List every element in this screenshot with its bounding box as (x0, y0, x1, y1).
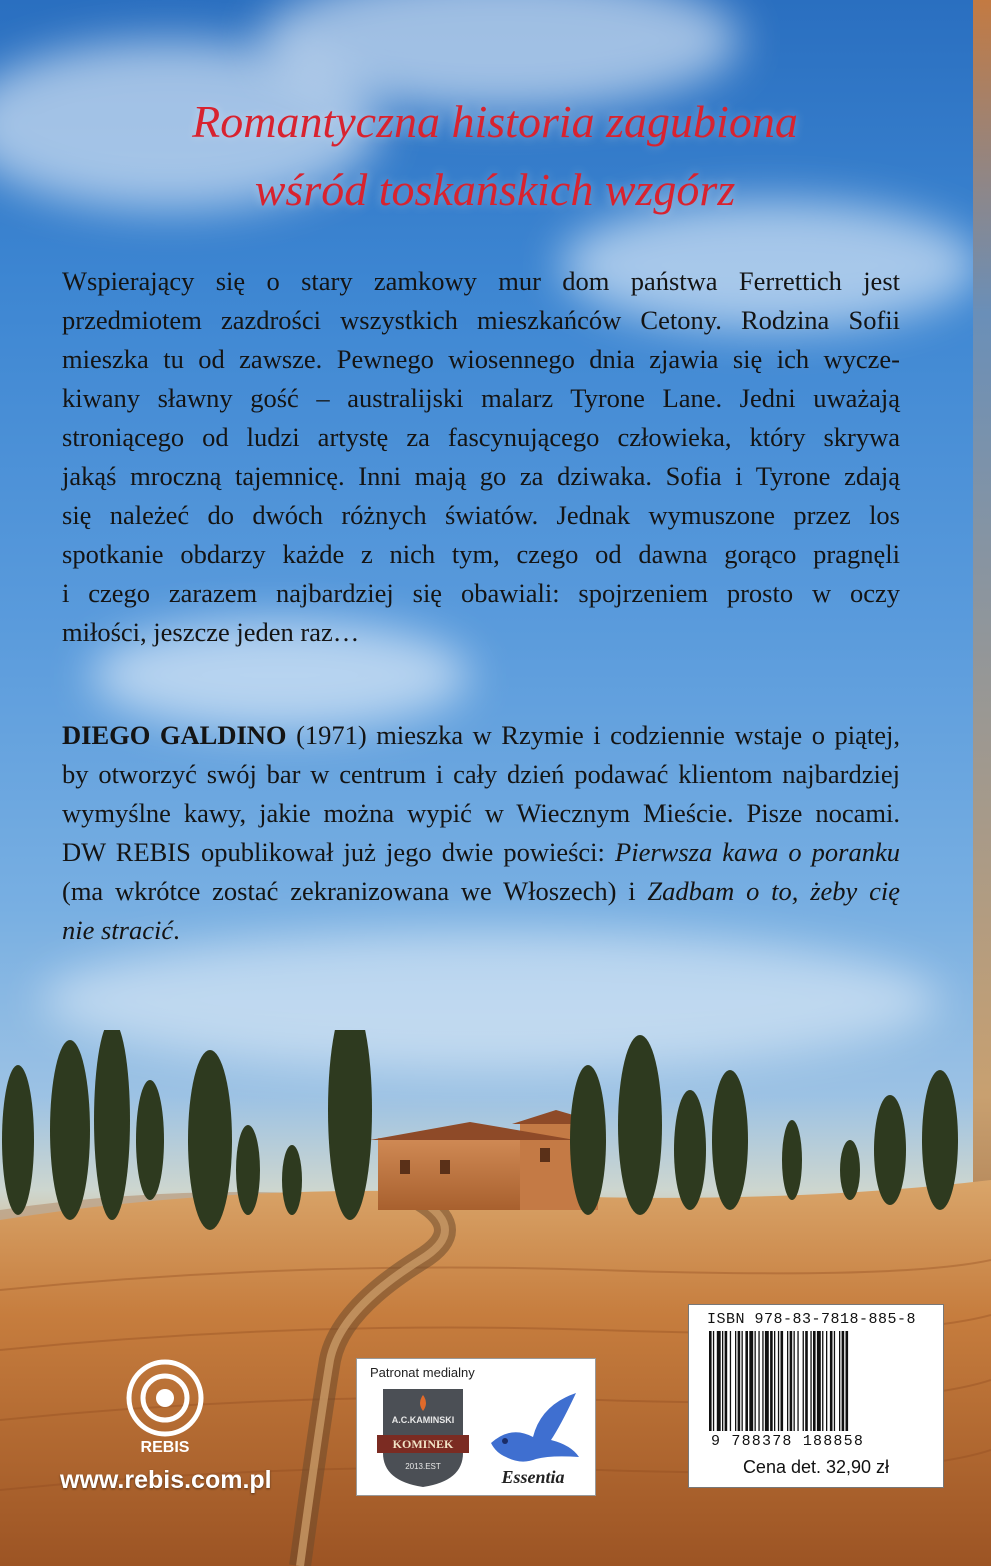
barcode-bar (765, 1331, 769, 1431)
description-line: mieszka tu od zawsze. Pewnego wiosennego dnia zjawia się ich wycze- (62, 344, 900, 374)
barcode-bar (822, 1331, 823, 1431)
description-line: się należeć do dwóch różnych światów. Jednak wymuszone przez los (62, 500, 900, 530)
book-title: Zadbam o to, żeby cię (647, 876, 900, 906)
bio-line (62, 872, 900, 911)
barcode-bar (790, 1331, 793, 1431)
bio-text: (ma wkrótce zostać zekranizowana we Włoszech) i (62, 876, 648, 906)
tagline-line: wśród toskańskich wzgórz (254, 164, 736, 215)
patronage-label: Patronat medialny (370, 1365, 475, 1380)
barcode-bar (713, 1331, 714, 1431)
barcode-bar (803, 1331, 804, 1431)
barcode-bar (762, 1331, 763, 1431)
barcode-icon (707, 1331, 927, 1431)
barcode-bar (735, 1331, 736, 1431)
author-name: DIEGO GALDINO (62, 720, 287, 750)
barcode-bar (846, 1331, 849, 1431)
isbn-text: ISBN 978-83-7818-885-8 (707, 1311, 917, 1328)
barcode-bar (834, 1331, 835, 1431)
barcode-bar (830, 1331, 833, 1431)
author-bio (62, 716, 900, 950)
bio-line (62, 716, 900, 755)
rebis-logo-text: REBIS (140, 1439, 190, 1456)
price-label: Cena det. 32,90 zł (742, 1457, 890, 1477)
barcode-bar (730, 1331, 731, 1431)
barcode-bar (805, 1331, 808, 1431)
barcode-bar (839, 1331, 840, 1431)
barcode-bar (745, 1331, 748, 1431)
barcode-bar (817, 1331, 821, 1431)
barcode-bar (758, 1331, 759, 1431)
farmhouse (370, 1110, 604, 1210)
barcode-bar (722, 1331, 723, 1431)
description-line: przedmiotem zazdrości wszystkich mieszkańców Cetony. Rodzina Sofii (62, 305, 900, 335)
description-line: jakąś mroczną tajemnicę. Inni mają go za dziwaka. Sofia i Tyrone zdają (62, 461, 900, 491)
kominek-top-text: A.C.KAMINSKI (391, 1415, 455, 1425)
barcode-bar (749, 1331, 753, 1431)
book-description (62, 262, 900, 652)
bio-line (62, 833, 900, 872)
kominek-bottom-text: 2013.EST (405, 1462, 441, 1471)
bio-line: wymyślne kawy, jakie można wypić w Wiecznym Mieście. Pisze nocami. (62, 798, 900, 828)
essentia-text: Essentia (501, 1467, 565, 1487)
publisher-url: www.rebis.com.pl (60, 1466, 272, 1494)
bio-text: . (173, 915, 180, 945)
kominek-logo (375, 1383, 471, 1489)
barcode-bar (810, 1331, 811, 1431)
description-line: miłości, jeszcze jeden raz… (62, 617, 360, 647)
barcode-bar (755, 1331, 756, 1431)
barcode-bar (781, 1331, 784, 1431)
rebis-logo (118, 1358, 212, 1456)
barcode-bar (770, 1331, 773, 1431)
description-line: kiwany sławny gość – australijski malarz Tyrone Lane. Jedni uważają (62, 383, 900, 413)
barcode-bar (709, 1331, 712, 1431)
tagline-line: Romantyczna historia zagubiona (192, 96, 798, 147)
barcode-bar (717, 1331, 721, 1431)
bio-line: by otworzyć swój bar w centrum i cały dzień podawać klientom najbardziej (62, 759, 900, 789)
barcode-bar (778, 1331, 779, 1431)
book-title: Pierwsza kawa o poranku (615, 837, 900, 867)
bio-text: DW REBIS opublikował już jego dwie powieści: (62, 837, 616, 867)
barcode-digits: 9 788378 188858 (711, 1433, 865, 1450)
barcode-bar (826, 1331, 827, 1431)
barcode-bar (725, 1331, 728, 1431)
kominek-ribbon-text: KOMINEK (392, 1437, 454, 1451)
essentia-logo (481, 1385, 587, 1491)
barcode-box (688, 1304, 944, 1488)
barcode-bar (787, 1331, 788, 1431)
description-line: i czego zarazem najbardziej się obawiali: spojrzeniem prosto w oczy (62, 578, 900, 608)
barcode-bar (794, 1331, 795, 1431)
bio-line (62, 911, 900, 950)
description-line: Wspierający się o stary zamkowy mur dom państwa Ferrettich jest (62, 266, 900, 296)
barcode-bar (842, 1331, 845, 1431)
barcode-bar (797, 1331, 798, 1431)
description-line: stroniącego od ludzi artystę za fascynującego człowieka, który skrywa (62, 422, 900, 452)
barcode-bar (813, 1331, 816, 1431)
barcode-bar (738, 1331, 741, 1431)
barcode-bar (774, 1331, 775, 1431)
media-patronage-box (356, 1358, 596, 1496)
book-title: nie stracić (62, 915, 174, 945)
description-line: spotkanie obdarzy każde z nich tym, czego od dawna gorąco pragnęli (62, 539, 900, 569)
tagline (140, 88, 850, 224)
bio-text: (1971) mieszka w Rzymie i codziennie wstaje o piątej, (286, 720, 901, 750)
barcode-bar (742, 1331, 743, 1431)
